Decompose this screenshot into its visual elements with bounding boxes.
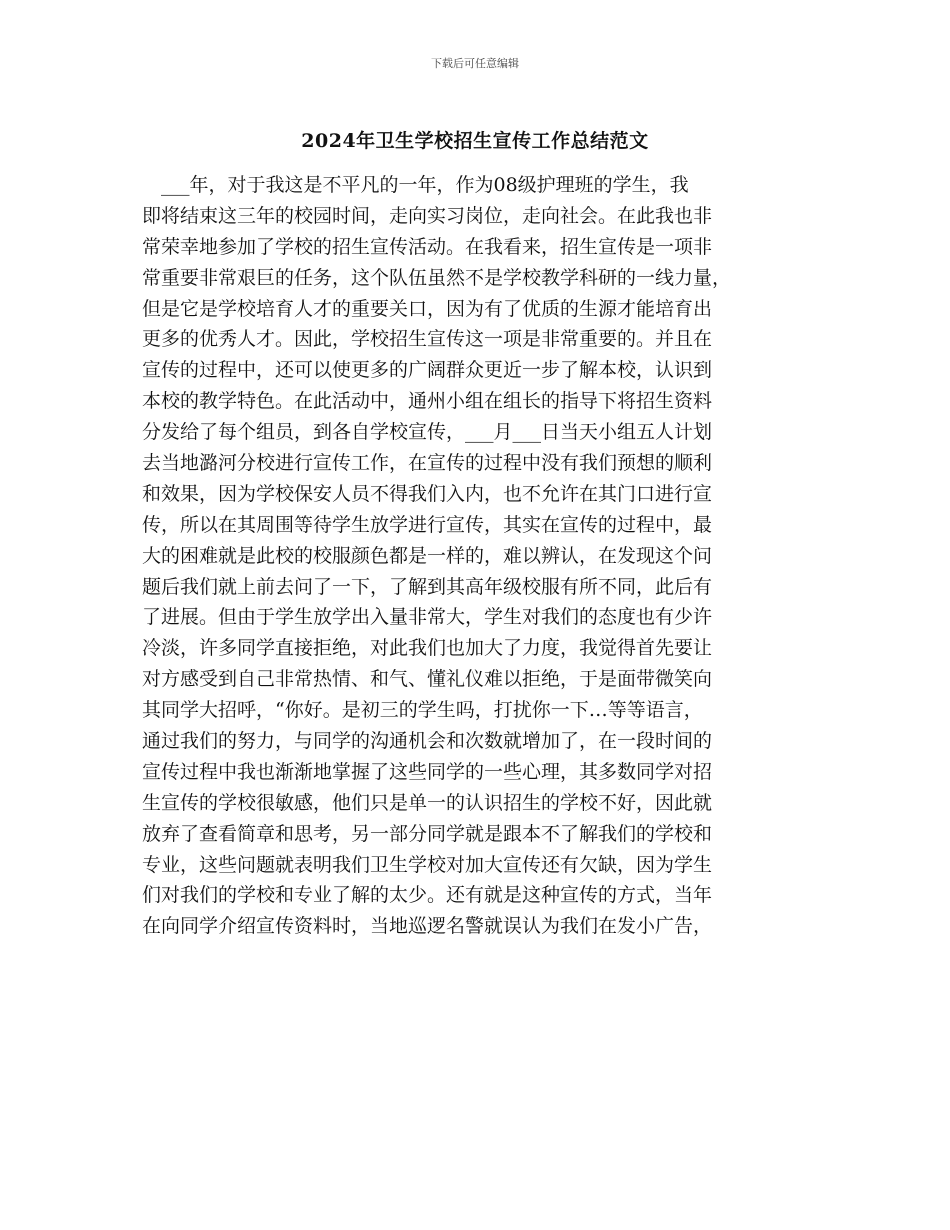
document-body — [142, 170, 812, 942]
body-line: 放弃了查看简章和思考，另一部分同学就是跟本不了解我们的学校和 — [142, 822, 713, 845]
body-line: 在向同学介绍宣传资料时，当地巡逻名警就误认为我们在发小广告， — [142, 915, 713, 938]
body-line: 去当地潞河分校进行宣传工作，在宣传的过程中没有我们预想的顺利 — [142, 452, 713, 475]
body-line: 其同学大招呼，“你好。是初三的学生吗，打扰你一下…等等语言， — [142, 699, 703, 722]
body-line: 大的困难就是此校的校服颜色都是一样的，难以辨认，在发现这个问 — [142, 544, 713, 567]
body-line: 宣传的过程中，还可以使更多的广阔群众更近一步了解本校，认识到 — [142, 359, 713, 382]
body-line: 宣传过程中我也渐渐地掌握了这些同学的一些心理，其多数同学对招 — [142, 760, 713, 783]
body-line: 本校的教学特色。在此活动中，通州小组在组长的指导下将招生资料 — [142, 390, 713, 413]
body-line: ___年，对于我这是不平凡的一年，作为08级护理班的学生，我 — [142, 174, 689, 196]
body-line: 常荣幸地参加了学校的招生宣传活动。在我看来，招生宣传是一项非 — [142, 235, 713, 258]
body-line: 常重要非常艰巨的任务，这个队伍虽然不是学校教学科研的一线力量， — [142, 266, 732, 289]
document-title: 2024年卫生学校招生宣传工作总结范文 — [301, 130, 649, 152]
body-line: 了进展。但由于学生放学出入量非常大，学生对我们的态度也有少许 — [142, 606, 713, 629]
body-line: 题后我们就上前去问了一下，了解到其高年级校服有所不同，此后有 — [142, 575, 713, 598]
body-line: 但是它是学校培育人才的重要关口，因为有了优质的生源才能培育出 — [142, 297, 713, 320]
body-line: 通过我们的努力，与同学的沟通机会和次数就增加了，在一段时间的 — [142, 730, 713, 753]
page-header: 下载后可任意编辑 — [431, 57, 519, 70]
body-line: 冷淡，许多同学直接拒绝，对此我们也加大了力度，我觉得首先要让 — [142, 637, 713, 660]
body-line: 生宣传的学校很敏感，他们只是单一的认识招生的学校不好，因此就 — [142, 791, 713, 814]
body-line: 即将结束这三年的校园时间，走向实习岗位，走向社会。在此我也非 — [142, 204, 713, 227]
body-line: 分发给了每个组员，到各自学校宣传，___月___日当天小组五人计划 — [142, 421, 713, 444]
body-line: 和效果，因为学校保安人员不得我们入内，也不允许在其门口进行宣 — [142, 482, 713, 505]
body-line: 对方感受到自己非常热情、和气、懂礼仪难以拒绝，于是面带微笑向 — [142, 668, 713, 691]
body-line: 专业，这些问题就表明我们卫生学校对加大宣传还有欠缺，因为学生 — [142, 853, 713, 876]
body-line: 传，所以在其周围等待学生放学进行宣传，其实在宣传的过程中，最 — [142, 513, 713, 536]
body-line: 们对我们的学校和专业了解的太少。还有就是这种宣传的方式，当年 — [142, 884, 713, 907]
body-line: 更多的优秀人才。因此，学校招生宣传这一项是非常重要的。并且在 — [142, 328, 713, 351]
